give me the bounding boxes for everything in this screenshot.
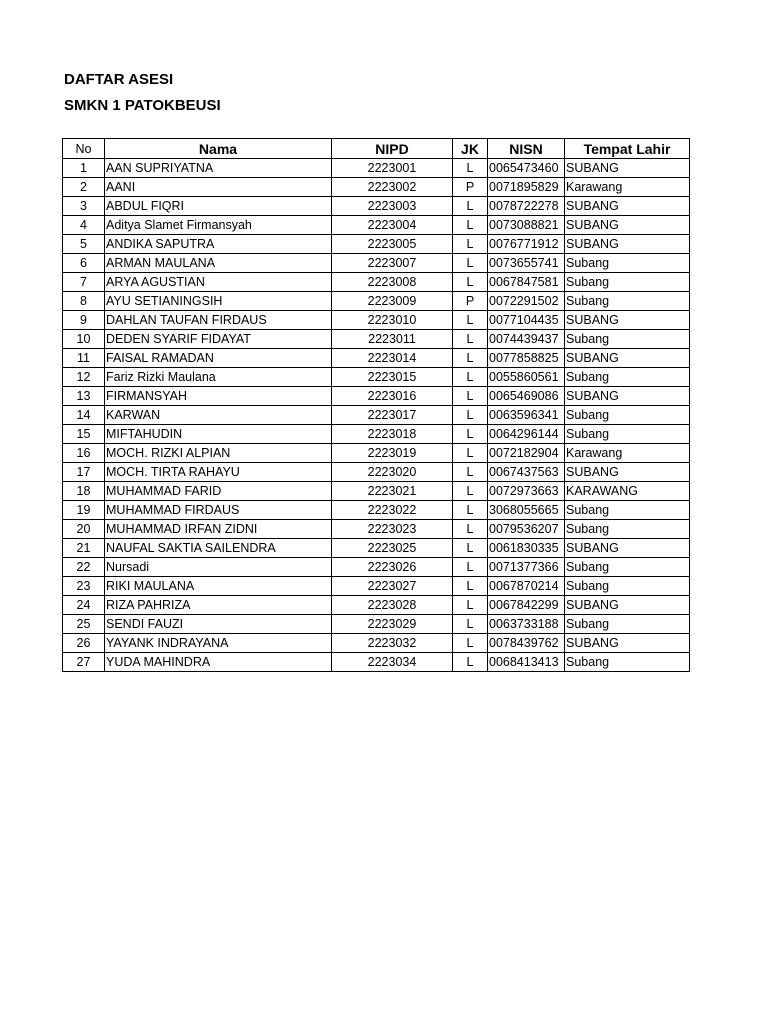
cell-nisn: 0074439437 [488,330,565,349]
table-row [63,577,690,596]
cell-nipd: 2223004 [332,216,453,235]
cell-nisn: 0071895829 [488,178,565,197]
header-nama: Nama [105,139,332,159]
table-row [63,520,690,539]
cell-nipd: 2223007 [332,254,453,273]
cell-jk: L [453,558,488,577]
cell-jk: L [453,406,488,425]
cell-no: 8 [63,292,105,311]
table-row [63,653,690,672]
cell-no: 21 [63,539,105,558]
table-row [63,615,690,634]
cell-tempat-lahir: SUBANG [565,634,690,653]
table-row [63,273,690,292]
cell-nisn: 0079536207 [488,520,565,539]
cell-nisn: 0072973663 [488,482,565,501]
cell-tempat-lahir: Subang [565,577,690,596]
cell-tempat-lahir: Subang [565,425,690,444]
cell-nama: AANI [105,178,332,197]
cell-no: 16 [63,444,105,463]
cell-nisn: 0067437563 [488,463,565,482]
cell-nisn: 0072291502 [488,292,565,311]
cell-jk: L [453,273,488,292]
cell-nipd: 2223025 [332,539,453,558]
cell-nama: RIZA PAHRIZA [105,596,332,615]
cell-tempat-lahir: SUBANG [565,216,690,235]
cell-nisn: 0072182904 [488,444,565,463]
table-row [63,349,690,368]
cell-nisn: 0061830335 [488,539,565,558]
cell-tempat-lahir: KARAWANG [565,482,690,501]
table-row [63,539,690,558]
table-body [63,159,690,672]
cell-nisn: 0077858825 [488,349,565,368]
cell-nipd: 2223002 [332,178,453,197]
cell-jk: L [453,653,488,672]
cell-no: 9 [63,311,105,330]
cell-nisn: 0063596341 [488,406,565,425]
cell-nipd: 2223008 [332,273,453,292]
cell-tempat-lahir: SUBANG [565,387,690,406]
cell-nisn: 0067870214 [488,577,565,596]
cell-jk: L [453,596,488,615]
cell-nisn: 0078439762 [488,634,565,653]
cell-no: 18 [63,482,105,501]
cell-nama: MUHAMMAD FARID [105,482,332,501]
cell-nama: YUDA MAHINDRA [105,653,332,672]
cell-nama: MUHAMMAD FIRDAUS [105,501,332,520]
cell-no: 1 [63,159,105,178]
cell-nama: ABDUL FIQRI [105,197,332,216]
cell-tempat-lahir: SUBANG [565,349,690,368]
cell-nama: MOCH. TIRTA RAHAYU [105,463,332,482]
cell-no: 14 [63,406,105,425]
cell-tempat-lahir: SUBANG [565,596,690,615]
cell-nipd: 2223005 [332,235,453,254]
table-row [63,235,690,254]
cell-nipd: 2223014 [332,349,453,368]
cell-nipd: 2223017 [332,406,453,425]
header-jk: JK [453,139,488,159]
cell-nipd: 2223027 [332,577,453,596]
cell-tempat-lahir: SUBANG [565,197,690,216]
cell-nama: ARMAN MAULANA [105,254,332,273]
cell-jk: L [453,216,488,235]
table-row [63,311,690,330]
cell-tempat-lahir: Subang [565,558,690,577]
cell-nama: Nursadi [105,558,332,577]
cell-no: 11 [63,349,105,368]
document-title: DAFTAR ASESI [64,71,174,88]
cell-nipd: 2223032 [332,634,453,653]
cell-nipd: 2223028 [332,596,453,615]
cell-jk: L [453,634,488,653]
cell-jk: L [453,463,488,482]
table-row [63,330,690,349]
table-row [63,197,690,216]
school-name: SMKN 1 PATOKBEUSI [64,97,221,114]
header-no: No [63,139,105,159]
cell-jk: L [453,482,488,501]
table-row [63,425,690,444]
cell-no: 24 [63,596,105,615]
table-row [63,482,690,501]
table-row [63,558,690,577]
cell-nisn: 0077104435 [488,311,565,330]
cell-no: 5 [63,235,105,254]
cell-jk: L [453,349,488,368]
cell-nipd: 2223029 [332,615,453,634]
cell-tempat-lahir: Subang [565,520,690,539]
cell-jk: L [453,387,488,406]
table-row [63,387,690,406]
cell-tempat-lahir: Subang [565,501,690,520]
cell-no: 12 [63,368,105,387]
cell-nama: MOCH. RIZKI ALPIAN [105,444,332,463]
cell-jk: L [453,254,488,273]
cell-nama: DEDEN SYARIF FIDAYAT [105,330,332,349]
cell-no: 10 [63,330,105,349]
cell-nama: NAUFAL SAKTIA SAILENDRA [105,539,332,558]
cell-nama: MUHAMMAD IRFAN ZIDNI [105,520,332,539]
cell-nipd: 2223001 [332,159,453,178]
cell-nipd: 2223022 [332,501,453,520]
cell-no: 22 [63,558,105,577]
cell-jk: L [453,615,488,634]
cell-jk: L [453,444,488,463]
cell-nipd: 2223009 [332,292,453,311]
cell-nama: FIRMANSYAH [105,387,332,406]
cell-nisn: 0065469086 [488,387,565,406]
cell-no: 13 [63,387,105,406]
table-row [63,368,690,387]
cell-tempat-lahir: Karawang [565,444,690,463]
cell-nipd: 2223016 [332,387,453,406]
cell-jk: L [453,311,488,330]
cell-nama: SENDI FAUZI [105,615,332,634]
cell-no: 4 [63,216,105,235]
table-row [63,463,690,482]
cell-no: 2 [63,178,105,197]
table-header-row [63,139,690,159]
cell-tempat-lahir: Subang [565,330,690,349]
cell-jk: L [453,577,488,596]
cell-tempat-lahir: Subang [565,368,690,387]
table-row [63,406,690,425]
table-row [63,596,690,615]
cell-tempat-lahir: SUBANG [565,311,690,330]
cell-jk: L [453,159,488,178]
cell-no: 6 [63,254,105,273]
cell-nama: AYU SETIANINGSIH [105,292,332,311]
cell-nisn: 0071377366 [488,558,565,577]
cell-nipd: 2223034 [332,653,453,672]
table-row [63,254,690,273]
cell-tempat-lahir: Subang [565,653,690,672]
cell-nisn: 0055860561 [488,368,565,387]
asesi-table [62,138,690,672]
cell-nisn: 0067847581 [488,273,565,292]
cell-tempat-lahir: SUBANG [565,159,690,178]
cell-nisn: 0076771912 [488,235,565,254]
header-tempat-lahir: Tempat Lahir [565,139,690,159]
cell-nama: Fariz Rizki Maulana [105,368,332,387]
cell-nipd: 2223003 [332,197,453,216]
cell-nama: DAHLAN TAUFAN FIRDAUS [105,311,332,330]
table-row [63,159,690,178]
cell-jk: L [453,539,488,558]
cell-nama: AAN SUPRIYATNA [105,159,332,178]
cell-nama: Aditya Slamet Firmansyah [105,216,332,235]
cell-nipd: 2223021 [332,482,453,501]
cell-no: 25 [63,615,105,634]
cell-nipd: 2223020 [332,463,453,482]
cell-nama: ARYA AGUSTIAN [105,273,332,292]
cell-nisn: 0067842299 [488,596,565,615]
cell-tempat-lahir: Subang [565,273,690,292]
cell-jk: P [453,292,488,311]
cell-no: 19 [63,501,105,520]
table-row [63,292,690,311]
cell-tempat-lahir: Subang [565,406,690,425]
cell-jk: L [453,520,488,539]
cell-nisn: 3068055665 [488,501,565,520]
cell-jk: L [453,197,488,216]
cell-nipd: 2223015 [332,368,453,387]
cell-no: 3 [63,197,105,216]
cell-nama: MIFTAHUDIN [105,425,332,444]
cell-tempat-lahir: Karawang [565,178,690,197]
table-row [63,634,690,653]
cell-no: 26 [63,634,105,653]
cell-no: 17 [63,463,105,482]
cell-nama: YAYANK INDRAYANA [105,634,332,653]
cell-no: 7 [63,273,105,292]
header-nipd: NIPD [332,139,453,159]
cell-nipd: 2223010 [332,311,453,330]
cell-nipd: 2223011 [332,330,453,349]
cell-jk: L [453,330,488,349]
cell-nisn: 0065473460 [488,159,565,178]
cell-nipd: 2223019 [332,444,453,463]
cell-jk: L [453,368,488,387]
cell-tempat-lahir: Subang [565,615,690,634]
cell-jk: P [453,178,488,197]
cell-no: 15 [63,425,105,444]
cell-nisn: 0073655741 [488,254,565,273]
cell-nisn: 0073088821 [488,216,565,235]
cell-nisn: 0078722278 [488,197,565,216]
cell-tempat-lahir: SUBANG [565,235,690,254]
cell-nama: ANDIKA SAPUTRA [105,235,332,254]
table-row [63,178,690,197]
cell-nisn: 0068413413 [488,653,565,672]
cell-tempat-lahir: Subang [565,292,690,311]
cell-no: 20 [63,520,105,539]
cell-nama: RIKI MAULANA [105,577,332,596]
cell-nipd: 2223026 [332,558,453,577]
cell-jk: L [453,235,488,254]
cell-nisn: 0064296144 [488,425,565,444]
cell-tempat-lahir: SUBANG [565,463,690,482]
cell-nipd: 2223023 [332,520,453,539]
header-nisn: NISN [488,139,565,159]
cell-nama: KARWAN [105,406,332,425]
cell-tempat-lahir: Subang [565,254,690,273]
cell-no: 23 [63,577,105,596]
cell-no: 27 [63,653,105,672]
cell-jk: L [453,425,488,444]
cell-nama: FAISAL RAMADAN [105,349,332,368]
table-row [63,216,690,235]
cell-nipd: 2223018 [332,425,453,444]
table-row [63,444,690,463]
cell-nisn: 0063733188 [488,615,565,634]
table-row [63,501,690,520]
cell-tempat-lahir: SUBANG [565,539,690,558]
cell-jk: L [453,501,488,520]
